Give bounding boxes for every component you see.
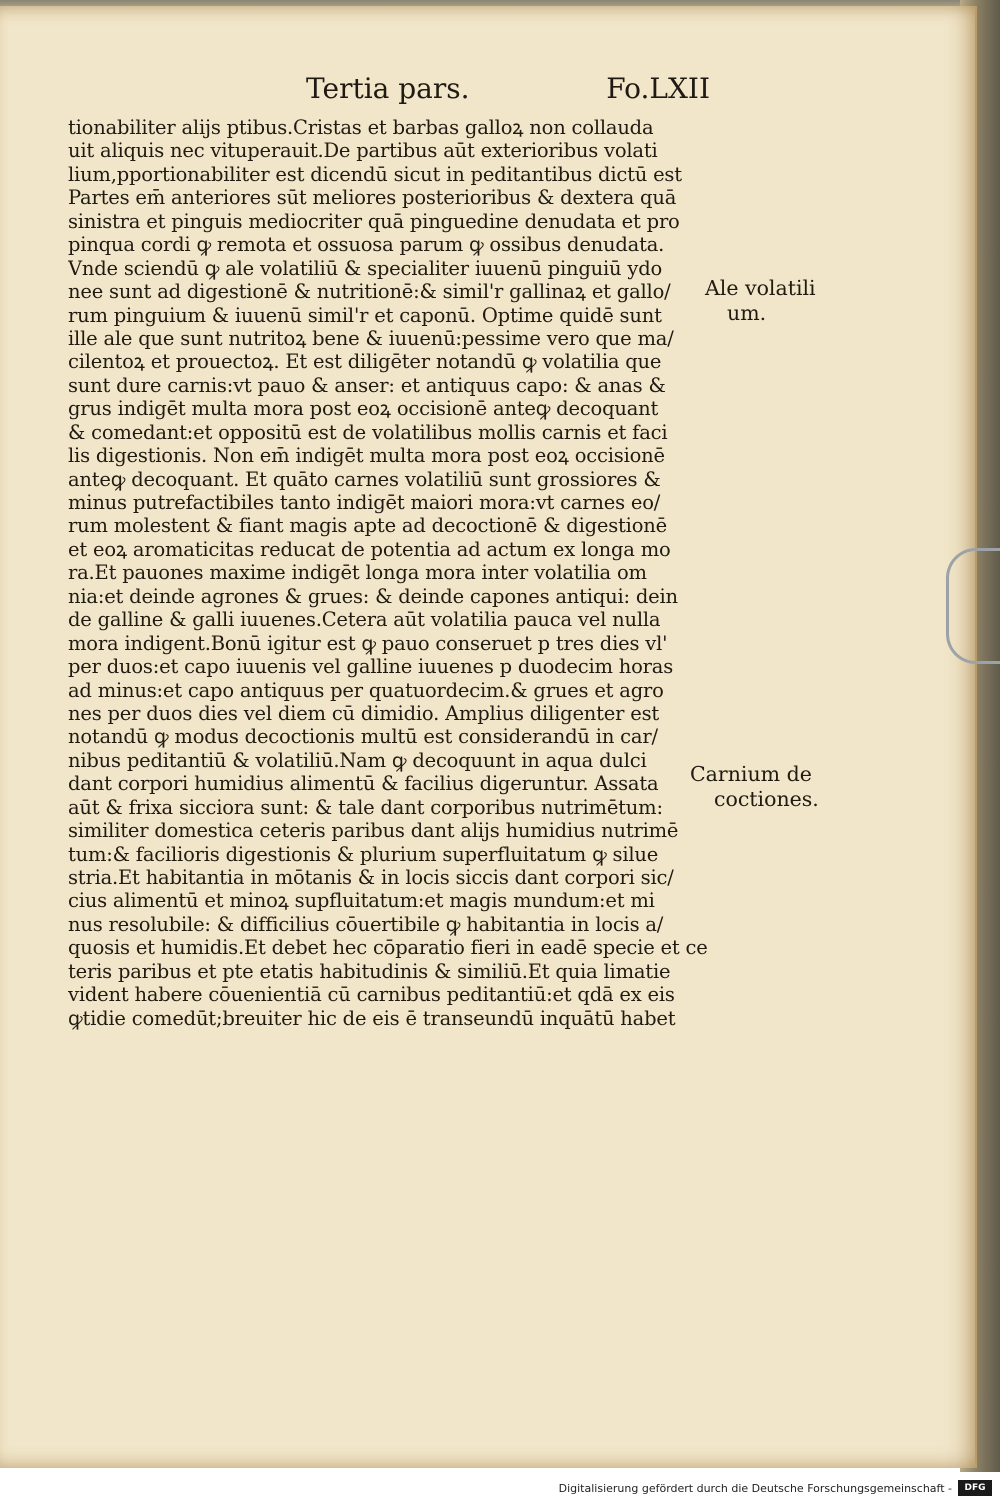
text-line: rum molestent & fiant magis apte ad decoctionē & digestionē — [68, 514, 667, 538]
text-line: per duos:et capo iuuenis vel galline iuuenes p duodecim horas — [68, 655, 674, 679]
text-line: ra.Et pauones maxime indigēt longa mora inter volatilia om — [68, 561, 647, 585]
margin-note-line: Ale volatili — [705, 276, 816, 300]
text-line: mora indigent.Bonū igitur est ꝙ pauo conseruet p tres dies vl' — [68, 631, 668, 655]
text-line: nus resolubile: & difficilius cōuertibile ꝙ habitantia in locis a/ — [68, 912, 664, 936]
text-line: pinqua cordi ꝙ remota et ossuosa parum ꝙ ossibus denudata. — [68, 233, 665, 257]
text-line: nes per duos dies vel diem cū dimidio. Amplius diligenter est — [68, 701, 660, 725]
digitization-footer — [0, 1478, 1000, 1500]
text-line: & comedant:et oppositū est de volatilibus mollis carnis et faci — [68, 420, 668, 444]
text-line: rum pinguium & iuuenū simil'r et caponū. Optime quidē sunt — [68, 303, 662, 327]
page-header — [300, 72, 710, 112]
text-line: ꝙtidie comedūt;breuiter hic de eis ē transeundū inquātū habet — [68, 1006, 676, 1030]
folio-number: Fo.LXII — [606, 72, 710, 105]
text-line: notandū ꝙ modus decoctionis multū est considerandū in car/ — [68, 725, 658, 749]
margin-note-line: Carnium de — [690, 762, 812, 786]
running-head: Tertia pars. — [306, 72, 470, 105]
text-line: Partes em̄ anteriores sūt meliores posterioribus & dextera quā — [68, 186, 677, 210]
text-line: tionabiliter alijs ptibus.Cristas et barbas galloꝝ non collauda — [68, 116, 654, 139]
text-line: lium,pportionabiliter est dicendū sicut in peditantibus dictū est — [68, 162, 682, 186]
text-line: cilentoꝝ et prouectoꝝ. Et est diligēter notandū ꝙ volatilia que — [68, 350, 662, 374]
text-line: sinistra et pinguis mediocriter quā pinguedine denudata et pro — [68, 209, 680, 233]
margin-note-line: coctiones. — [714, 787, 819, 811]
text-line: dant corpori humidius alimentū & facilius digeruntur. Assata — [68, 772, 659, 796]
text-line: minus putrefactibiles tanto indigēt maiori mora:vt carnes eo/ — [68, 491, 661, 514]
text-line: de galline & galli iuuenes.Cetera aūt volatilia pauca vel nulla — [68, 608, 661, 632]
text-line: lis digestionis. Non em̄ indigēt multa mora post eoꝝ occisionē — [68, 444, 665, 468]
text-line: aūt & frixa sicciora sunt: & tale dant corporibus nutrimētum: — [68, 795, 663, 819]
dfg-logo: DFG — [958, 1480, 992, 1496]
margin-note-carnium-decoctiones — [690, 762, 819, 812]
paper-clip — [946, 548, 1000, 664]
text-line: similiter domestica ceteris paribus dant alijs humidius nutrimē — [68, 819, 679, 843]
text-line: uit aliquis nec vituperauit.De partibus aūt exterioribus volati — [68, 139, 658, 163]
text-line: ad minus:et capo antiquus per quatuordecim.& grues et agro — [68, 678, 664, 702]
margin-note-line: um. — [727, 301, 767, 325]
text-line: ille ale que sunt nutritoꝝ bene & iuuenū:pessime vero que ma/ — [68, 326, 674, 350]
text-line: et eoꝝ aromaticitas reducat de potentia ad actum ex longa mo — [68, 537, 671, 561]
text-line: cius alimentū et minoꝝ supfluitatum:et magis mundum:et mi — [68, 889, 655, 913]
text-line: nee sunt ad digestionē & nutritionē:& simil'r gallinaꝝ et gallo/ — [68, 280, 671, 304]
text-line: quosis et humidis.Et debet hec cōparatio fieri in eadē specie et ce — [68, 936, 708, 960]
text-line: stria.Et habitantia in mōtanis & in locis siccis dant corpori sic/ — [68, 866, 674, 889]
text-line: tum:& facilioris digestionis & plurium superfluitatum ꝙ silue — [68, 842, 659, 866]
text-line: nia:et deinde agrones & grues: & deinde capones antiqui: dein — [68, 584, 678, 608]
funding-credit: Digitalisierung gefördert durch die Deutsche Forschungsgemeinschaft - — [558, 1482, 952, 1495]
margin-note-ale-volatilium — [705, 276, 816, 326]
text-line: teris paribus et pte etatis habitudinis & similiū.Et quia limatie — [68, 959, 671, 983]
text-line: grus indigēt multa mora post eoꝝ occisionē anteꝙ decoquant — [68, 397, 659, 421]
text-block — [68, 116, 708, 1030]
text-line: sunt dure carnis:vt pauo & anser: et antiquus capo: & anas & — [68, 373, 666, 397]
text-line: anteꝙ decoquant. Et quāto carnes volatiliū sunt grossiores & — [68, 467, 661, 491]
text-line: Vnde sciendū ꝙ ale volatiliū & specialiter iuuenū pinguiū ydo — [68, 256, 663, 280]
text-line: nibus peditantiū & volatiliū.Nam ꝙ decoquunt in aqua dulci — [68, 748, 647, 772]
text-line: vident habere cōuenientiā cū carnibus peditantiū:et qdā ex eis — [68, 983, 675, 1007]
